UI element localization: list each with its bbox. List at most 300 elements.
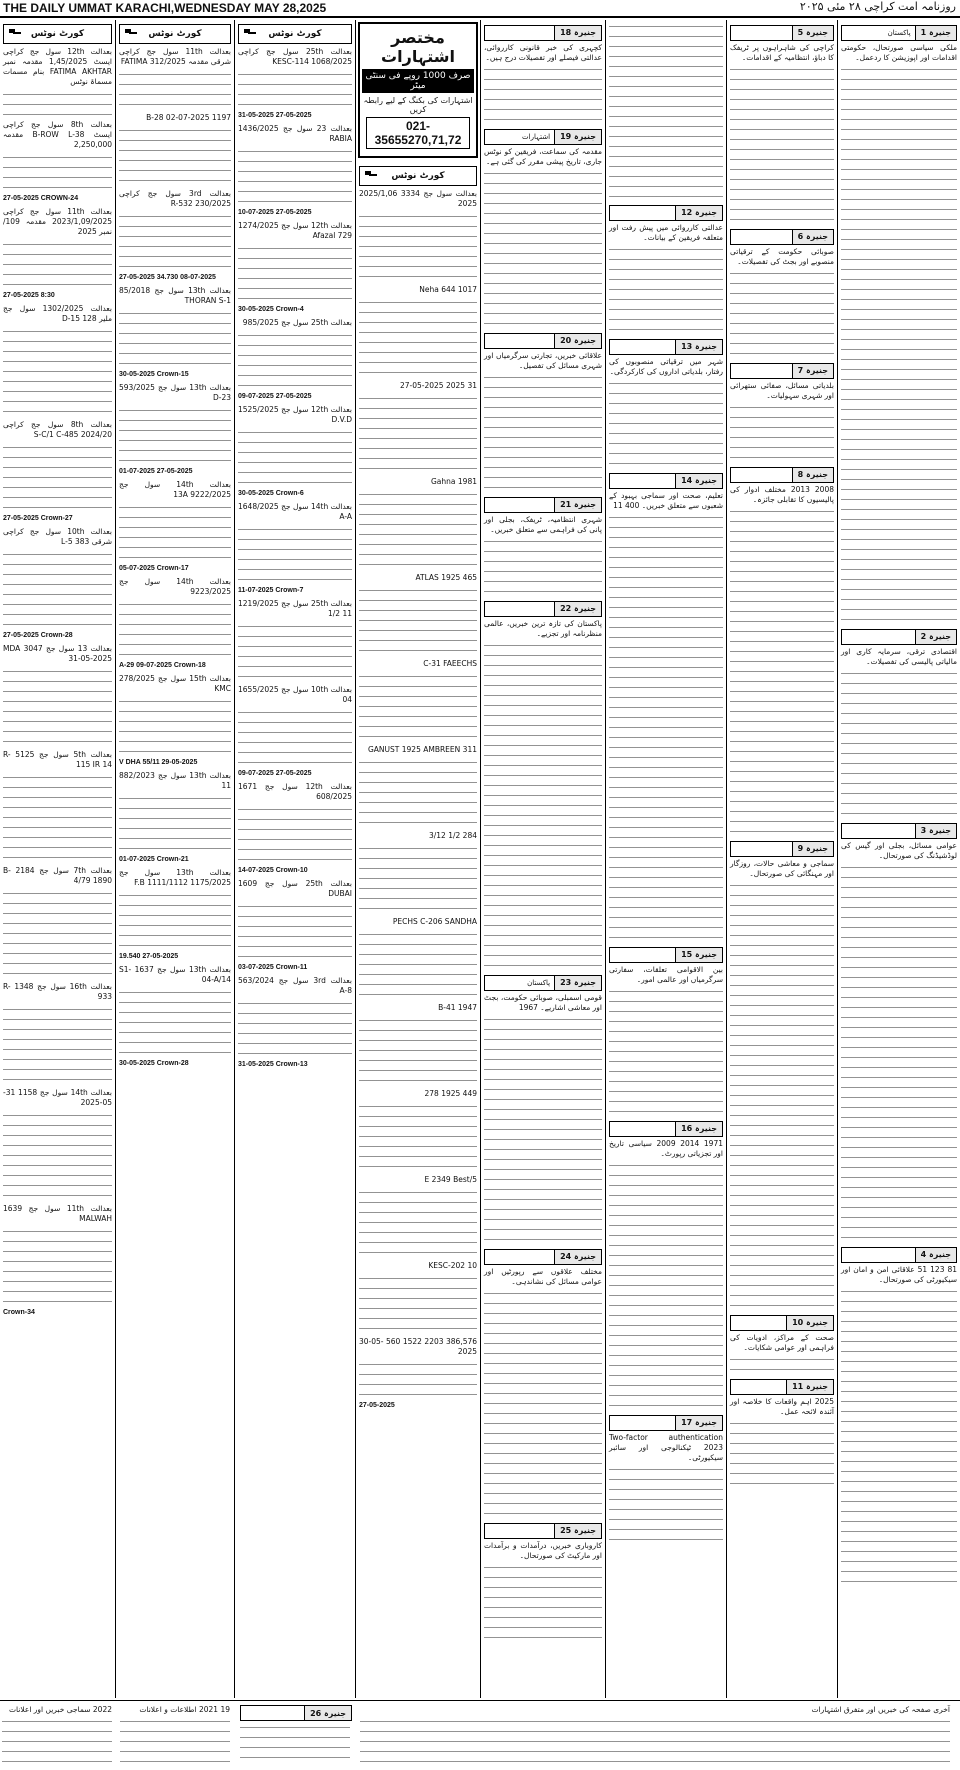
classified-section [730,25,834,225]
section-header [484,975,602,991]
section-text: 2008 2013 مختلف ادوار کی پالیسیوں کا تقابلی جائزہ۔ [730,485,834,504]
short-ads-title: مختصر اشتہارات [381,28,455,66]
notice-code: 05-07-2025 Crown-17 [119,565,189,572]
court-notice-item: بعدالت 14th سول جج 1158 31-05-2025 [3,1088,112,1107]
court-notice-column-2 [116,20,235,1698]
text-block [484,641,602,971]
text-block [238,708,352,768]
notice-code: 03-07-2025 Crown-11 [238,964,308,971]
notice-code: 27-05-2025 34.730 08-07-2025 [119,274,216,281]
text-block [3,153,112,193]
section-header [240,1705,352,1721]
notice-code: 27-05-2025 Crown-28 [3,632,73,639]
ads-notice-list [359,189,477,1411]
section-text: مقدمہ کی سماعت، فریقین کو نوٹس جاری، تاریخ پیشی مقرر کی گئی ہے۔ [484,147,602,166]
court-notice-column-3 [235,20,356,1698]
court-notice-list-2 [119,47,231,1069]
short-ads-booking-text: اشتہارات کی بکنگ کے لیے رابطہ کریں [363,96,473,114]
bottom-text-2: 19 2021 اطلاعات و اعلانات [139,1705,230,1714]
court-notice-title: کورٹ نوٹس [30,29,85,39]
section-number: جنیرہ 6 [792,230,833,244]
court-notice-list-3 [238,47,352,1070]
section-number: جنیرہ 7 [792,364,833,378]
section-title [485,334,554,348]
section-header [609,339,723,355]
classified-column-7 [727,20,838,1698]
section-number: جنیرہ 22 [554,602,601,616]
ad-item: 1947 B-41 [438,1003,477,1012]
section-title: پاکستان [527,979,551,987]
court-notice-item: بعدالت 8th سول جج کراچی 2024/20 S-C/1 C-485 [3,420,113,439]
ad-item: 1981 Gahna [431,477,477,486]
section-text: مختلف علاقوں سے رپورٹیں اور عوامی مسائل کی نشاندہی۔ [484,1267,602,1286]
court-notice-item: بعدالت 3rd سول جج 563/2024 A-8 [238,976,352,995]
notice-code: 31-05-2025 27-05-2025 [238,112,312,119]
section-title [842,1248,915,1262]
section-title [485,26,554,40]
section-number: جنیرہ 12 [675,206,722,220]
text-block [3,1227,112,1307]
classified-section [609,339,723,469]
section-header [730,841,834,857]
text-block [609,245,723,335]
text-block [119,697,231,757]
text-block [119,503,231,563]
notice-code: 19.540 27-05-2025 [119,953,179,960]
text-block [359,1102,477,1172]
gavel-icon [243,28,257,38]
section-text: 81 123 51 علاقائی امن و امان اور سیکیورٹی کی صورتحال۔ [841,1265,957,1284]
section-header [484,497,602,513]
section-title [485,1524,554,1538]
court-notice-item: بعدالت 13th سول جج 85/2018 THORAN S-1 [119,286,231,305]
section-title [610,1122,675,1136]
short-ads-column [356,20,481,1698]
court-notice-item: بعدالت 13 سول جج 3047 MDA 31-05-2025 [3,644,112,663]
text-block [119,988,231,1058]
classified-column-8 [838,20,960,1698]
court-notice-column-1 [0,20,116,1698]
section-text: کراچی کی شاہراہوں پر ٹریفک کا دباؤ، انتظامیہ کے اقدامات۔ [730,43,834,62]
classified-section [841,25,957,625]
classified-section [841,1247,957,1587]
court-notice-item: 1197 B-28 02-07-2025 [146,113,231,122]
classified-section [484,25,602,125]
text-block [119,126,231,186]
text-block [3,1005,112,1085]
text-block [484,1015,602,1245]
section-title [731,842,792,856]
court-notice-item: بعدالت 16th سول جج 1348 R-933 [3,982,112,1001]
court-notice-item: بعدالت 23 سول جج 1436/2025 RABIA [238,124,352,143]
text-block [359,844,477,914]
text-block [484,373,602,493]
notice-code: V DHA 55/11 29-05-2025 [119,759,198,766]
text-block [730,403,834,463]
text-block [3,327,112,417]
section-number: جنیرہ 23 [554,976,601,990]
court-notice-item: بعدالت 8th سول جج کراچی ایسٹ B-ROW L-38 مقدمہ 2,250,000 [3,120,113,149]
ad-item: 311 GANUST 1925 AMBREEN [367,745,477,754]
classified-section [730,229,834,359]
section-header [730,229,834,245]
section-title [731,468,792,482]
gavel-icon [124,28,138,38]
text-block [3,889,112,979]
text-block [484,537,602,597]
notice-code: 01-07-2025 Crown-21 [119,856,189,863]
section-title: اشتہارات [522,133,551,141]
court-notice-item: بعدالت 12th سول جج کراچی ایسٹ 1,45/2025 مقدمہ نمبر FATIMA AKHTAR بنام مسمات مسماۃ نوٹس [3,47,113,86]
court-notice-title: کورٹ نوٹس [148,29,202,39]
section-number: جنیرہ 4 [915,1248,956,1262]
notice-code: 09-07-2025 27-05-2025 [238,770,312,777]
text-block [238,999,352,1059]
notice-code: Crown-34 [3,1309,35,1316]
text-block [359,586,477,656]
text-block [119,406,231,466]
ad-item: 465 ATLAS 1925 [415,573,477,582]
text-block [238,428,352,488]
section-text: سماجی و معاشی حالات، روزگار اور مہنگائی کی صورتحال۔ [730,859,834,878]
section-number: جنیرہ 13 [675,340,722,354]
text-block [359,394,477,474]
text-block [3,443,112,513]
court-notice-item: بعدالت 12th سول جج 1671 608/2025 [238,782,352,801]
ad-item: 31 2025 27-05-2025 [399,381,477,390]
section-number: جنیرہ 5 [792,26,833,40]
classified-section [730,841,834,1311]
section-number: جنیرہ 11 [786,1380,833,1394]
court-notice-item: بعدالت 13th سول جج 882/2023 11 [119,771,231,790]
section-header [841,629,957,645]
section-text: بلدیاتی مسائل، صفائی ستھرائی اور شہری سہولیات۔ [730,381,834,400]
section-number: جنیرہ 8 [792,468,833,482]
section-text: شہری انتظامیہ، ٹریفک، بجلی اور پانی کی فراہمی سے متعلق خبریں۔ [484,515,602,534]
text-block [238,70,352,110]
section-text: 2025 اہم واقعات کا خلاصہ اور آئندہ لائحہ عمل۔ [730,1397,834,1416]
text-block [359,1016,477,1086]
text-block [359,1188,477,1258]
text-block [609,987,723,1117]
section-number: جنیرہ 21 [554,498,601,512]
court-notice-item: بعدالت 14th سول جج 1648/2025 A-A [238,502,352,521]
section-text: پاکستان کی تازہ ترین خبریں، عالمی منظرنامہ اور تجزیے۔ [484,619,602,638]
section-number: جنیرہ 17 [675,1416,722,1430]
section-header [730,1315,834,1331]
section-text: 1971 2014 2009 سیاسی تاریخ اور تجزیاتی رپورٹ۔ [609,1139,723,1158]
classified-section [609,1121,723,1411]
classified-section [841,823,957,1243]
court-notice-title: کورٹ نوٹس [268,29,322,39]
text-block [238,147,352,207]
section-header [841,25,957,41]
text-block [841,1287,957,1587]
section-text: تعلیم، صحت اور سماجی بہبود کے شعبوں سے متعلق خبریں۔ 400 11 [609,491,723,510]
classified-section [609,205,723,335]
text-block [730,881,834,1311]
court-notice-header [3,24,112,44]
notice-code: 30-05-2025 Crown-6 [238,490,304,497]
court-notice-item: بعدالت 13th سول جج 1637 S1-04-A/14 [119,965,231,984]
section-title [610,1416,675,1430]
section-number: جنیرہ 2 [915,630,956,644]
text-block [360,1717,950,1765]
section-text: قومی اسمبلی، صوبائی حکومت، بجٹ اور معاشی اشاریے۔ 1967 [484,993,602,1012]
text-block [730,1419,834,1489]
section-text: Two-factor authentication 2023 ٹیکنالوجی اور سائبر سیکیورٹی۔ [609,1433,723,1462]
section-header [609,1415,723,1431]
text-block [484,65,602,125]
section-title [731,1316,786,1330]
text-block [238,622,352,682]
court-notice-item: بعدالت 25th سول جج 985/2025 [242,318,352,327]
classified-section [730,1315,834,1375]
ad-item: PECHS C-206 SANDHA [392,917,477,926]
notice-code: 11-07-2025 Crown-7 [238,587,304,594]
short-ads-banner [358,22,478,158]
section-number: جنیرہ 15 [675,948,722,962]
text-block [841,669,957,819]
classified-column-6 [606,20,727,1698]
ad-item: 1017 Neha 644 [419,285,477,294]
court-notice-item: بعدالت 15th سول جج 278/2025 KMC [119,674,231,693]
section-title [731,364,792,378]
text-block [841,863,957,1243]
classified-section [730,467,834,837]
court-notice-item: بعدالت 5th سول جج 5125 R-115 IR 14 [3,750,112,769]
text-block [359,490,477,570]
text-block [3,667,112,747]
section-header [484,333,602,349]
section-header [730,363,834,379]
section-text: ملکی سیاسی صورتحال، حکومتی اقدامات اور اپوزیشن کا ردعمل۔ [841,43,957,62]
text-block [240,1723,350,1765]
text-block [359,212,477,282]
notice-code: 09-07-2025 27-05-2025 [238,393,312,400]
section-header [730,25,834,41]
text-block [609,22,723,202]
section-number: جنیرہ 20 [554,334,601,348]
text-block [359,1274,477,1334]
gavel-icon [364,170,378,180]
court-notice-item: بعدالت 1302/2025 سول جج ملیر 128 D-15 [3,304,112,323]
section-text: صوبائی حکومت کے ترقیاتی منصوبے اور بجٹ کی تفصیلات۔ [730,247,834,266]
text-block [119,794,231,854]
classified-section [609,473,723,943]
bottom-text-1: 2022 سماجی خبریں اور اعلانات [8,1705,112,1714]
court-notice-header [119,24,231,44]
text-block [609,1161,723,1411]
section-header [484,25,602,41]
notice-code: 01-07-2025 27-05-2025 [119,468,193,475]
ad-item: بعدالت سول جج 3334 2025/1,06 2025 [359,189,477,208]
text-block [119,212,231,272]
section-number: جنیرہ 26 [304,1706,351,1720]
text-block [119,891,231,951]
text-block [484,169,602,329]
section-number: جنیرہ 14 [675,474,722,488]
text-block [3,773,112,863]
notice-code: 27-05-2025 8:30 [3,292,55,299]
text-block [3,1111,112,1201]
section-header [484,1249,602,1265]
notice-code: 27-05-2025 CROWN-24 [3,195,79,202]
classified-column-5 [481,20,606,1698]
section-number: جنیرہ 25 [554,1524,601,1538]
notice-code: 27-05-2025 [359,1402,395,1409]
classified-section [609,1415,723,1545]
text-block [359,758,477,828]
section-number: جنیرہ 16 [675,1122,722,1136]
text-block [730,269,834,359]
text-block [730,65,834,225]
court-notice-item: بعدالت 12th سول جج 1525/2025 D.V.D [238,405,352,424]
text-block [238,331,352,391]
court-notice-item: بعدالت 7th سول جج 2184 B-4/79 1890 [3,866,112,885]
bottom-text-3: آخری صفحہ کی خبریں اور متفرق اشتہارات [811,1705,950,1714]
section-header [609,473,723,489]
section-text: عدالتی کارروائی میں پیش رفت اور متعلقہ فریقین کے بیانات۔ [609,223,723,242]
court-notice-item: بعدالت 12th سول جج 1274/2025 Afazal 729 [238,221,352,240]
section-number: جنیرہ 3 [915,824,956,838]
section-number: جنیرہ 19 [554,130,601,144]
section-header [609,947,723,963]
short-ads-rate: صرف 1000 روپے فی سنٹی میٹر [362,69,474,93]
notice-code: 30-05-2025 Crown-28 [119,1060,189,1067]
ad-item: 284 1/2 3/12 [428,831,477,840]
court-notice-header [359,166,477,186]
ad-item: C-31 FAEECHS [423,659,477,668]
section-title [842,630,915,644]
court-notice-item: بعدالت 11th سول جج کراچی شرقی مقدمہ 312/2025 FATIMA [119,47,231,66]
court-notice-item: بعدالت 11th سول جج کراچی 2023/1,09/2025 مقدمہ 109/نمبر 2025 [3,207,112,236]
notice-code: 30-05-2025 Crown-15 [119,371,189,378]
text-block [119,70,231,110]
court-notice-header [238,24,352,44]
section-title [610,340,675,354]
section-title: پاکستان [887,29,911,37]
classified-section [609,947,723,1117]
gavel-icon [8,28,22,38]
section-title [485,1250,554,1264]
section-number: جنیرہ 18 [554,26,601,40]
section-text: صحت کے مراکز، ادویات کی فراہمی اور عوامی شکایات۔ [730,1333,834,1352]
notice-code: 27-05-2025 Crown-27 [3,515,73,522]
court-notice-item: بعدالت 14th سول جج 9223/2025 [119,577,231,596]
court-notice-item: بعدالت 25th سول جج کراچی 1068/2025 KESC-114 [238,47,352,66]
section-header [730,1379,834,1395]
notice-code: A-29 09-07-2025 Crown-18 [119,662,206,669]
classified-section [484,333,602,493]
text-block [484,1563,602,1643]
section-title [731,230,792,244]
ad-item: 386,576 2203 1522 560 30-05-2025 [359,1337,478,1356]
text-block [484,1289,602,1519]
notice-code: 30-05-2025 Crown-4 [238,306,304,313]
notice-code: 10-07-2025 27-05-2025 [238,209,312,216]
court-notice-item: بعدالت 10th سول جج 1655/2025 04 [238,685,352,704]
court-notice-item: بعدالت 11th سول جج 1639 MALWAH [3,1204,112,1223]
text-block [609,379,723,469]
section-title [610,474,675,488]
text-block [238,902,352,962]
section-text: اقتصادی ترقی، سرمایہ کاری اور مالیاتی پالیسی کی تفصیلات۔ [841,647,957,666]
section-title [485,602,554,616]
text-block [841,65,957,625]
notice-code: 14-07-2025 Crown-10 [238,867,308,874]
section-header [484,129,602,145]
section-number: جنیرہ 9 [792,842,833,856]
section-title [731,26,792,40]
section-number: جنیرہ 1 [915,26,956,40]
text-block [119,600,231,660]
classified-section [484,497,602,597]
text-block [120,1717,230,1765]
text-block [609,513,723,943]
section-title [731,1380,786,1394]
court-notice-item: بعدالت 25th سول جج 1609 DUBAI [238,879,352,898]
classified-section [730,1379,834,1489]
section-text: کچہری کی خبر قانونی کارروائی، عدالتی فیصلے اور تفصیلات درج ہیں۔ [484,43,602,62]
ad-item: 5/E 2349 Best [424,1175,477,1184]
court-notice-list-1 [3,47,112,1318]
section-header [609,1121,723,1137]
ad-item: 449 1925 278 [424,1089,477,1098]
text-block [119,309,231,369]
text-block [3,240,112,290]
section-header [841,1247,957,1263]
short-ads-phone: 021-35655270,71,72 [366,117,470,149]
section-text: شہر میں ترقیاتی منصوبوں کی رفتار، بلدیاتی اداروں کی کارکردگی۔ [609,357,723,376]
masthead [0,0,960,18]
section-text: عوامی مسائل، بجلی اور گیس کی لوڈشیڈنگ کی صورتحال۔ [841,841,957,860]
section-title [485,498,554,512]
classified-section [484,1249,602,1519]
classified-section [841,629,957,819]
section-text: بین الاقوامی تعلقات، سفارتی سرگرمیاں اور عالمی امور۔ [609,965,723,984]
classified-section [484,129,602,329]
court-notice-item: بعدالت 13th سول جج 593/2025 D-23 [119,383,231,402]
classified-section [484,975,602,1245]
section-header [730,467,834,483]
section-title [842,824,915,838]
court-notice-item: بعدالت 25th سول جج 1219/2025 11 1/2 [238,599,352,618]
text-block [2,1717,112,1765]
court-notice-item: بعدالت 3rd سول جج کراچی 230/2025 R-532 [119,189,231,208]
section-header [484,601,602,617]
section-text: علاقائی خبریں، تجارتی سرگرمیاں اور شہری مسائل کی تفصیل۔ [484,351,602,370]
section-number: جنیرہ 24 [554,1250,601,1264]
text-block [359,672,477,742]
text-block [238,805,352,865]
section-header [484,1523,602,1539]
section-title [610,206,675,220]
section-number: جنیرہ 10 [786,1316,833,1330]
section-header [609,205,723,221]
court-notice-title: کورٹ نوٹس [391,171,445,181]
section-header [841,823,957,839]
section-title [610,948,675,962]
classified-section [484,1523,602,1643]
classified-section [730,363,834,463]
court-notice-item: بعدالت 14th سول جج 9222/2025 13A [119,480,231,499]
text-block [359,1360,477,1400]
text-block [238,244,352,304]
court-notice-item: بعدالت 13th سول جج 1175/2025 F.B 1111/1112 [119,868,231,887]
masthead-title: THE DAILY UMMAT KARACHI,WEDNESDAY MAY 28,2025 [3,1,327,15]
court-notice-item: بعدالت 10th سول جج کراچی شرقی 383 5-L [3,527,112,546]
